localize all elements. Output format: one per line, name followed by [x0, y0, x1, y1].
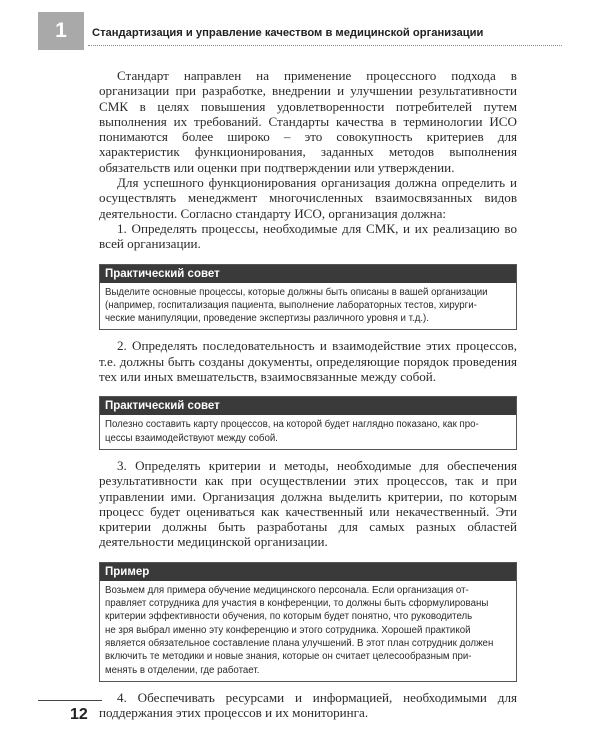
practical-tip-text	[100, 415, 516, 449]
example-title: Пример	[100, 563, 516, 581]
example-box	[99, 562, 517, 682]
example-text	[100, 581, 516, 681]
chapter-number-tab: 1	[38, 12, 84, 50]
practical-tip-title: Практический совет	[100, 397, 516, 415]
text-line: (например, госпитализация пациента, выполнение лабораторных тестов, хирурги-	[105, 299, 477, 311]
text-line: Возьмем для примера обучение медицинского персонала. Если организация от-	[105, 584, 469, 596]
paragraph-item-1: 1. Определять процессы, необходимые для СМК, и их реализацию во всей организации.	[99, 220, 517, 252]
paragraph-item-2: 2. Определять последовательность и взаимодействие этих процессов, т.е. должны быть созданы документы, определяющие порядок проведения тех или иных вмешательств, взаимосвязанные между собой.	[99, 338, 517, 385]
running-header-title: Стандартизация и управление качеством в медицинской организации	[92, 27, 484, 39]
text-line: включить те методики и новые знания, которые он считает целесообразным при-	[105, 651, 472, 663]
text-line: правляет сотрудника для участия в конференции, то должны быть сформулированы	[105, 598, 489, 610]
text-line: Полезно составить карту процессов, на которой будет наглядно показано, как про-	[105, 419, 479, 431]
paragraph-intro: Стандарт направлен на применение процессного подхода в организации при разработке, внедрении и улучшении результативности СМК в целях повышения удовлетворенности потребителей путем выполнения их требований. Стандарты качества в терминологии ИСО понимаются более широко – это совокупность критериев для характеристик функционирования, заданных методов выполнения обязательств или оценки при подтверждении или утверждении.	[99, 68, 517, 175]
practical-tip-title: Практический совет	[100, 265, 516, 283]
text-line: ческие манипуляции, проведение экспертизы различного уровня и т.д.).	[105, 313, 429, 325]
page-content	[99, 68, 517, 720]
text-line: менять в отделении, где работает.	[105, 664, 260, 676]
practical-tip-box	[99, 396, 517, 450]
text-line: является обязательное составление плана улучшений. В этот план сотрудник должен	[105, 637, 494, 649]
paragraph-requirements: Для успешного функционирования организация должна определить и осуществлять менеджмент многочисленных взаимосвязанных видов деятельности. Согласно стандарту ИСО, организация должна:	[99, 175, 517, 221]
text-line: критерии эффективности обучения, по которым будет понятно, что руководитель	[105, 611, 473, 623]
practical-tip-text	[100, 283, 516, 330]
footer-divider	[38, 700, 102, 701]
page-number: 12	[70, 706, 88, 723]
text-line: цессы взаимодействуют между собой.	[105, 432, 278, 444]
text-line: Выделите основные процессы, которые должны быть описаны в вашей организации	[105, 286, 488, 298]
text-line: не зря выбрал именно эту конференцию и этого сотрудника. Хорошей практикой	[105, 624, 471, 636]
practical-tip-box	[99, 264, 517, 331]
header-divider	[88, 45, 562, 46]
paragraph-item-3: 3. Определять критерии и методы, необходимые для обеспечения результативности как при осуществлении этих процессов, так и при управлении ими. Организация должна выделить критерии, по которым процесс будет оцениваться как качественный или некачественный. Эти критерии должны быть разработаны для самых разных областей деятельности медицинской организации.	[99, 457, 517, 550]
paragraph-item-4: 4. Обеспечивать ресурсами и информацией, необходимыми для поддержания этих процессов и их мониторинга.	[99, 689, 517, 721]
